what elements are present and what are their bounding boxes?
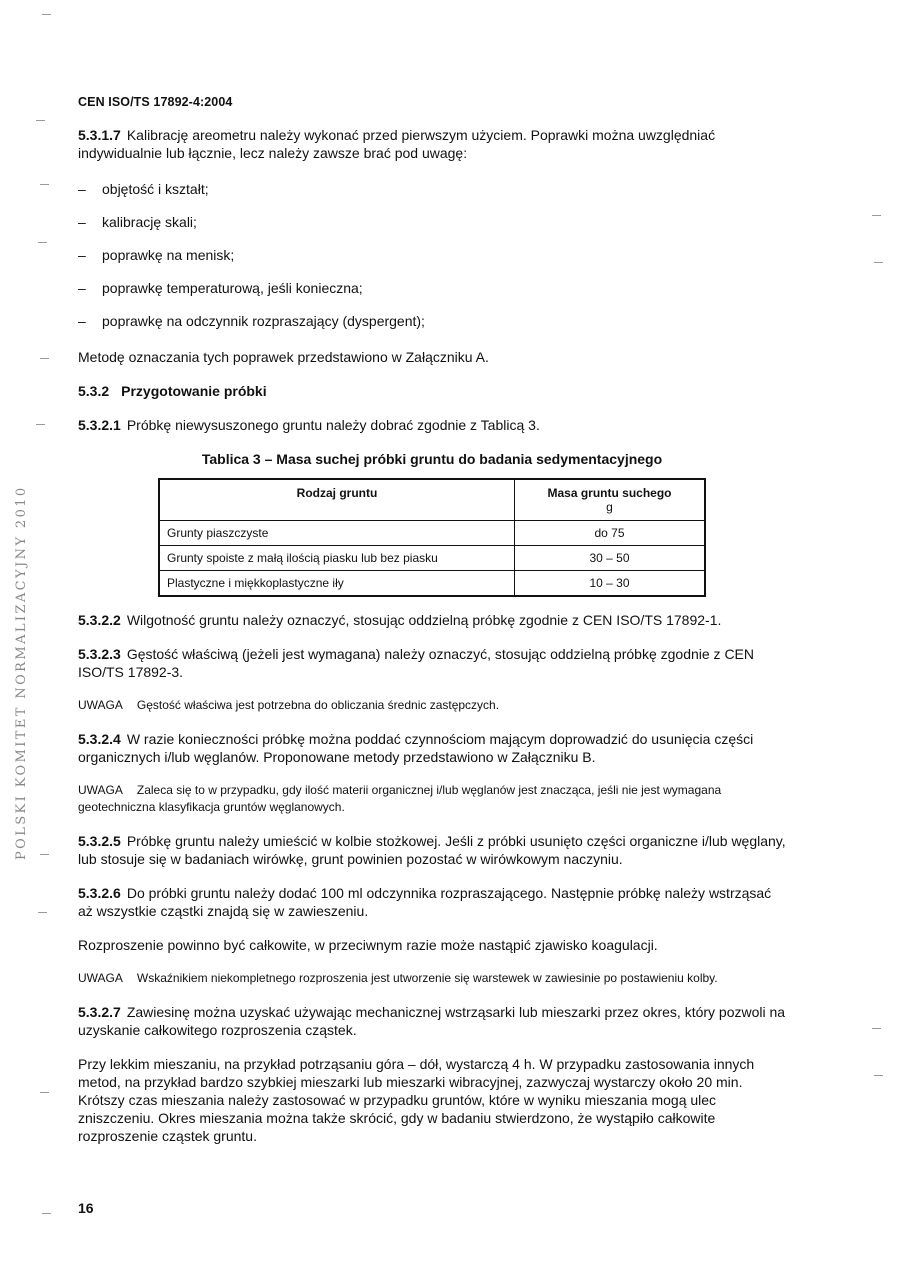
clause-5-3-2-2: 5.3.2.2 Wilgotność gruntu należy oznaczyć, stosując oddzielną próbkę zgodnie z CEN ISO/TS 17892-1. <box>78 612 722 628</box>
clause-5-3-2-7: 5.3.2.7 Zawiesinę można uzyskać używając mechanicznej wstrząsarki lub mieszarki przez okres, który pozwoli na uzyskanie całkowitego rozproszenia cząstek. <box>78 1004 786 1038</box>
document-body <box>78 126 786 1161</box>
table-caption: Tablica 3 – Masa suchej próbki gruntu do badania sedymentacyjnego <box>201 451 663 467</box>
margin-mark <box>872 215 881 216</box>
margin-mark <box>874 262 883 263</box>
note-1: UWAGA Gęstość właściwa jest potrzebna do obliczania średnic zastępczych. <box>78 698 500 712</box>
clause-5-3-2-6: 5.3.2.6 Do próbki gruntu należy dodać 100 ml odczynnika rozpraszającego. Następnie próbkę należy wstrząsać aż wszystkie cząstki znajdą się w zawieszeniu. <box>78 885 772 919</box>
clause-5-3-2-1: 5.3.2.1 Próbkę niewysuszonego gruntu należy dobrać zgodnie z Tablicą 3. <box>78 417 540 433</box>
document-header: CEN ISO/TS 17892-4:2004 <box>78 95 233 109</box>
margin-mark <box>36 120 45 121</box>
paragraph-annex-a: Metodę oznaczania tych poprawek przedstawiono w Załączniku A. <box>78 349 489 365</box>
note-3: UWAGA Wskaźnikiem niekompletnego rozproszenia jest utworzenie się warstewek w zawiesinie po postawieniu kolby. <box>78 971 718 985</box>
table-row <box>159 546 705 571</box>
margin-mark <box>38 912 47 913</box>
list-item: – objętość i kształt; <box>78 181 209 197</box>
clause-5-3-1-7 <box>78 126 786 162</box>
clause-text: Kalibrację areometru należy wykonać przed pierwszym użyciem. Poprawki można uwzględniać indywidualnie lub łącznie, lecz należy zawsze brać pod uwagę: <box>78 127 716 161</box>
margin-mark <box>40 358 49 359</box>
correction-list <box>78 180 786 330</box>
margin-mark <box>38 242 47 243</box>
margin-mark <box>42 1213 51 1214</box>
cell-dry-mass: 30 – 50 <box>515 546 706 571</box>
margin-mark <box>40 184 49 185</box>
list-item: – poprawkę na odczynnik rozpraszający (dyspergent); <box>78 313 425 329</box>
table-row <box>159 571 705 597</box>
margin-mark <box>872 1028 881 1029</box>
page-number: 16 <box>78 1200 94 1216</box>
cell-dry-mass: do 75 <box>515 521 706 546</box>
margin-mark <box>36 424 45 425</box>
table-header-row <box>159 479 705 521</box>
margin-mark <box>42 14 51 15</box>
list-item: – poprawkę temperaturową, jeśli konieczna; <box>78 280 363 296</box>
paragraph-mixing-time: Przy lekkim mieszaniu, na przykład potrząsaniu góra – dół, wystarczą 4 h. W przypadku zastosowania innych metod, na przykład bardzo szybkiej mieszarki lub mieszarki wibracyjnej, zazwyczaj wystarczy około 20 min. Krótszy czas mieszania należy zastosować w przypadku gruntów, które w wyniku mieszania mogą ulec zniszczeniu. Okres mieszania można także skrócić, gdy w badaniu stwierdzono, że wystąpiło całkowite rozproszenie cząstek gruntu. <box>78 1056 755 1144</box>
paragraph-dispersion: Rozproszenie powinno być całkowite, w przeciwnym razie może nastąpić zjawisko koagulacji. <box>78 937 658 953</box>
cell-soil-type: Grunty spoiste z małą ilością piasku lub bez piasku <box>159 546 515 571</box>
list-item: – poprawkę na menisk; <box>78 247 235 263</box>
table-header-soil-type: Rodzaj gruntu <box>159 479 515 521</box>
list-item: – kalibrację skali; <box>78 214 197 230</box>
table-header-dry-mass: Masa gruntu suchego g <box>515 479 706 521</box>
note-2: UWAGA Zaleca się to w przypadku, gdy ilość materii organicznej i/lub węglanów jest znacząca, jeśli nie jest wymagana geotechniczna klasyfikacja gruntów węglanowych. <box>78 783 722 814</box>
clause-5-3-2-5: 5.3.2.5 Próbkę gruntu należy umieścić w kolbie stożkowej. Jeśli z próbki usunięto części organiczne i/lub węglany, lub stosuje się w badaniach wirówkę, grunt powinien pozostać w wirówkowym naczyniu. <box>78 833 786 867</box>
margin-mark <box>40 1092 49 1093</box>
clause-5-3-2-4: 5.3.2.4 W razie konieczności próbkę można poddać czynnościom mającym doprowadzić do usunięcia części organicznych i/lub węglanów. Proponowane metody przedstawiono w Załączniku B. <box>78 731 754 765</box>
cell-dry-mass: 10 – 30 <box>515 571 706 597</box>
clause-number: 5.3.1.7 <box>78 127 121 143</box>
cell-soil-type: Plastyczne i miękkoplastyczne iły <box>159 571 515 597</box>
section-5-3-2-title: 5.3.2 Przygotowanie próbki <box>78 383 267 399</box>
clause-5-3-2-3: 5.3.2.3 Gęstość właściwą (jeżeli jest wymagana) należy oznaczyć, stosując oddzielną próbkę zgodnie z CEN ISO/TS 17892-3. <box>78 646 755 680</box>
side-watermark: POLSKI KOMITET NORMALIZACYJNY 2010 <box>14 485 29 860</box>
sample-mass-table <box>158 478 706 597</box>
table-row <box>159 521 705 546</box>
margin-mark <box>874 1075 883 1076</box>
margin-mark <box>40 854 49 855</box>
cell-soil-type: Grunty piaszczyste <box>159 521 515 546</box>
